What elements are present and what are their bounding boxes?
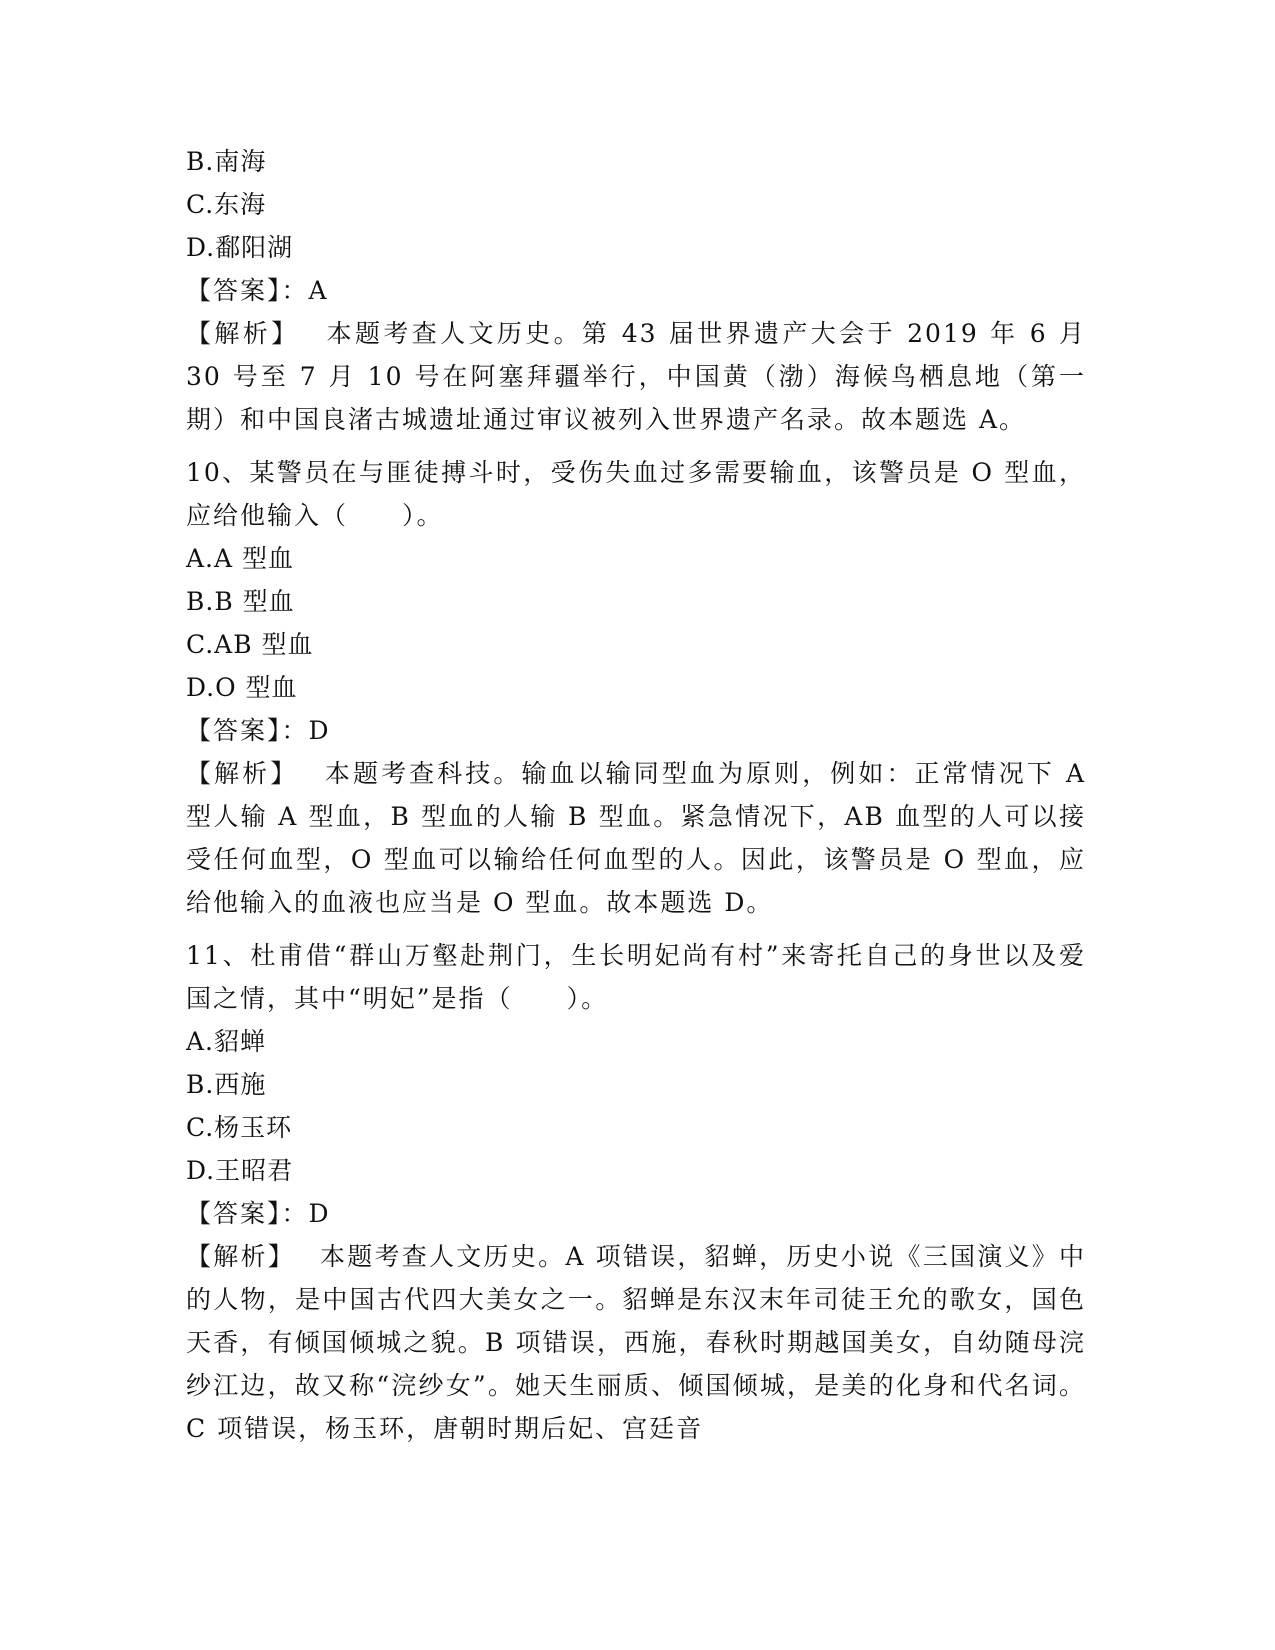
- q10-option-d: D.O 型血: [186, 673, 298, 702]
- q10-option-a: A.A 型血: [186, 544, 295, 573]
- q11-option-a: A.貂蝉: [186, 1027, 267, 1056]
- q11-analysis: 【解析】 本题考查人文历史。A 项错误，貂蝉，历史小说《三国演义》中的人物，是中国古代四大美女之一。貂蝉是东汉末年司徒王允的歌女，国色天香，有倾国倾城之貌。B 项错误，西施，春秋时期越国美女，自幼随母浣纱江边，故又称“浣纱女”。她天生丽质、倾国倾城，是美的化身和代名词。C 项错误，杨玉环，唐朝时期后妃、宫廷音: [186, 1242, 1086, 1443]
- q10-answer: 【答案】：D: [186, 716, 331, 745]
- q11-option-c: C.杨玉环: [186, 1113, 293, 1142]
- q9-option-d: D.鄱阳湖: [186, 233, 294, 262]
- q9-option-b: B.南海: [186, 147, 267, 176]
- document-page: [186, 140, 1086, 1450]
- q9-answer: 【答案】：A: [186, 276, 329, 305]
- q11-question: 11、杜甫借“群山万壑赴荆门，生长明妃尚有村”来寄托自己的身世以及爱国之情，其中“明妃”是指（ ）。: [186, 941, 1086, 1013]
- q10-option-b: B.B 型血: [186, 587, 295, 616]
- q11-option-d: D.王昭君: [186, 1156, 294, 1185]
- q10-option-c: C.AB 型血: [186, 630, 314, 659]
- q11-option-b: B.西施: [186, 1070, 267, 1099]
- q9-analysis: 【解析】 本题考查人文历史。第 43 届世界遗产大会于 2019 年 6 月 30 号至 7 月 10 号在阿塞拜疆举行，中国黄（渤）海候鸟栖息地（第一期）和中国良渚古城遗址通过审议被列入世界遗产名录。故本题选 A。: [186, 319, 1086, 434]
- q10-analysis: 【解析】 本题考查科技。输血以输同型血为原则，例如：正常情况下 A 型人输 A 型血，B 型血的人输 B 型血。紧急情况下，AB 血型的人可以接受任何血型，O 型血可以输给任何血型的人。因此，该警员是 O 型血，应给他输入的血液也应当是 O 型血。故本题选 D。: [186, 759, 1086, 917]
- q9-option-c: C.东海: [186, 190, 267, 219]
- q10-question: 10、某警员在与匪徒搏斗时，受伤失血过多需要输血，该警员是 O 型血，应给他输入（ ）。: [186, 458, 1086, 530]
- q11-answer: 【答案】：D: [186, 1199, 331, 1228]
